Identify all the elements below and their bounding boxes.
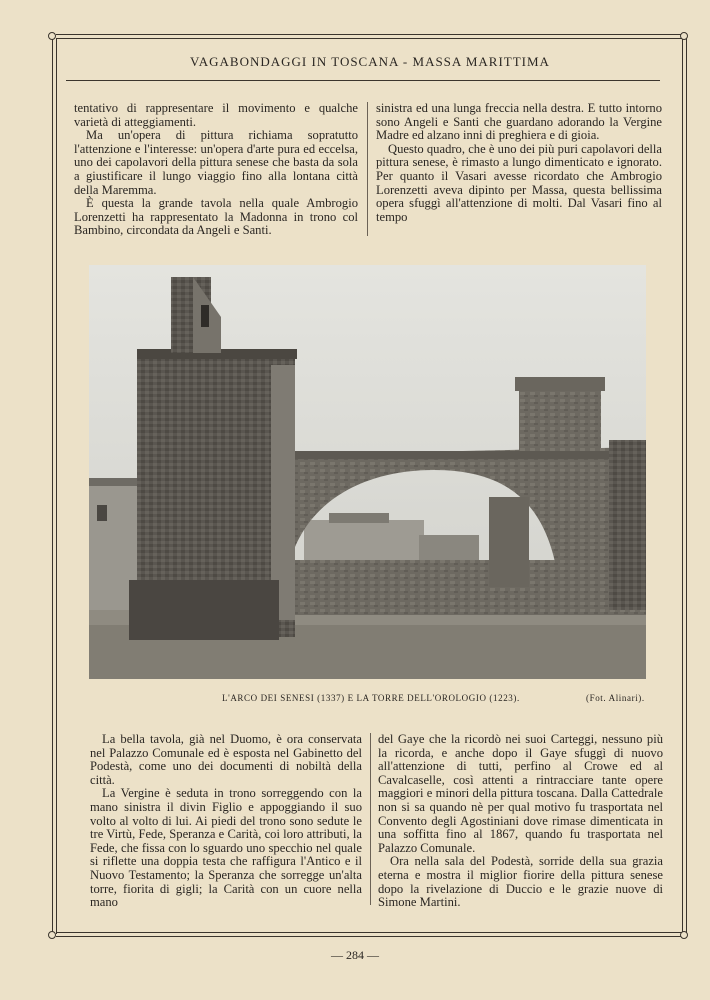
paragraph: La bella tavola, già nel Duomo, è ora conservata nel Palazzo Comunale ed è esposta nel Gabinetto del Podestà, come uno dei documenti di nobiltà della città. bbox=[90, 732, 362, 787]
text-column-top-right bbox=[376, 102, 662, 224]
running-title: VAGABONDAGGI IN TOSCANA - MASSA MARITTIMA bbox=[190, 54, 550, 69]
paragraph: Questo quadro, che è uno dei più puri capolavori della pittura senese, è rimasto a lungo dimenticato e ignorato. Per quanto il Vasari avesse ricordato che Ambrogio Lorenzetti aveva dipinto per Massa, questa bellissima opera sfuggì all'attenzione di molti. Dal Vasari fino al tempo bbox=[376, 141, 662, 224]
paragraph: Ma un'opera di pittura richiama sopratutto l'attenzione e l'interesse: un'opera d'arte pura ed eccelsa, uno dei capolavori della pittura senese che basta da sola a giustificare il lungo viaggio fino alla lontana città della Maremma. bbox=[74, 128, 358, 197]
paragraph: sinistra ed una lunga freccia nella destra. E tutto intorno sono Angeli e Santi che guardano adorando la Vergine Madre ed alzano inni di preghiera e di gioia. bbox=[376, 101, 662, 143]
photograph-arco-dei-senesi bbox=[89, 265, 646, 679]
paragraph: tentativo di rappresentare il movimento e qualche varietà di atteggiamenti. bbox=[74, 101, 358, 129]
page-number: — 284 — bbox=[331, 948, 379, 962]
paragraph: La Vergine è seduta in trono sorreggendo con la mano sinistra il divin Figlio e appoggiando il suo volto al volto di lui. Ai piedi del trono sono sedute le tre Virtù, Fede, Speranza e Carità, coi loro attributi, la Fede, che fissa con lo sguardo uno specchio nel quale si riflette una doppia testa che raffigura l'Antico e il Nuovo Testamento; la Speranza che sorregge un'alta torre, fiorita di gigli; la Carità con un cuore nella mano bbox=[90, 786, 362, 910]
text-column-bottom-right bbox=[378, 733, 663, 910]
paragraph: È questa la grande tavola nella quale Ambrogio Lorenzetti ha rappresentato la Madonna in trono col Bambino, circondata da Angeli e Santi. bbox=[74, 196, 358, 238]
text-column-bottom-left bbox=[90, 733, 362, 910]
header-rule bbox=[66, 80, 660, 81]
paragraph: del Gaye che la ricordò nei suoi Carteggi, nessuno più la ricorda, e anche dopo il Gaye sfuggì di nuovo all'attenzione di tutti, perfino al Crowe ed al Cavalcaselle, così attenti a rintracciare tante opere maggiori e minori della pittura toscana. Dalla Cattedrale non si sa quando nè per qual motivo fu trasportata nel Convento degli Agostiniani dove rimase dimenticata in una soffitta fino al 1867, quando fu trasportata nel Palazzo Comunale. bbox=[378, 732, 663, 855]
column-separator-bottom bbox=[370, 733, 371, 905]
text-column-top-left bbox=[74, 102, 358, 238]
photo-caption: L'ARCO DEI SENESI (1337) E LA TORRE DELL'OROLOGIO (1223). bbox=[222, 693, 520, 703]
photo-credit: (Fot. Alinari). bbox=[586, 693, 645, 703]
column-separator-top bbox=[367, 102, 368, 236]
paragraph: Ora nella sala del Podestà, sorride della sua grazia eterna e mostra il miglior fiorire della pittura senese dopo la rivelazione di Duccio e le grazie nuove di Simone Martini. bbox=[378, 854, 663, 910]
